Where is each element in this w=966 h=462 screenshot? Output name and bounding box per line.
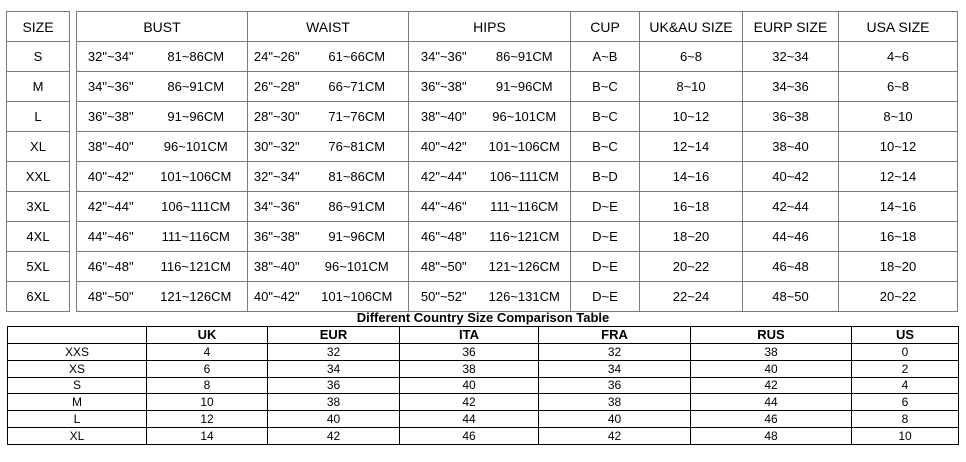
size-cell: M [7, 72, 70, 102]
hips-cm-cell: 101~106CM [479, 132, 571, 162]
comparison-value-cell: 36 [268, 377, 400, 394]
comparison-value-cell: 8 [852, 411, 959, 428]
eurp-size-cell: 38~40 [743, 132, 839, 162]
usa-size-cell: 4~6 [839, 42, 958, 72]
header-bust: BUST [77, 12, 248, 42]
comparison-row [8, 428, 959, 445]
usa-size-cell: 20~22 [839, 282, 958, 312]
bust-cm-cell: 81~86CM [145, 42, 248, 72]
bust-cm-cell: 116~121CM [145, 252, 248, 282]
uk-au-size-cell: 8~10 [640, 72, 743, 102]
waist-cm-cell: 61~66CM [306, 42, 409, 72]
comparison-value-cell: 42 [268, 428, 400, 445]
usa-size-cell: 16~18 [839, 222, 958, 252]
usa-size-cell: 14~16 [839, 192, 958, 222]
cup-cell: A~B [571, 42, 640, 72]
comparison-value-cell: 38 [400, 360, 539, 377]
bust-cm-cell: 86~91CM [145, 72, 248, 102]
bust-cm-cell: 101~106CM [145, 162, 248, 192]
size-cell: 6XL [7, 282, 70, 312]
size-chart-header-row [7, 12, 958, 42]
waist-inch-cell: 28"~30" [248, 102, 306, 132]
comparison-row [8, 411, 959, 428]
comparison-value-cell: 12 [147, 411, 268, 428]
hips-inch-cell: 38"~40" [409, 102, 479, 132]
eurp-size-cell: 34~36 [743, 72, 839, 102]
uk-au-size-cell: 6~8 [640, 42, 743, 72]
comparison-value-cell: 6 [852, 394, 959, 411]
comparison-value-cell: 36 [400, 343, 539, 360]
eurp-size-cell: 48~50 [743, 282, 839, 312]
size-cell: 4XL [7, 222, 70, 252]
usa-size-cell: 8~10 [839, 102, 958, 132]
header-cup: CUP [571, 12, 640, 42]
comparison-value-cell: 36 [539, 377, 691, 394]
hips-cm-cell: 91~96CM [479, 72, 571, 102]
column-gap [70, 282, 77, 312]
bust-inch-cell: 40"~42" [77, 162, 145, 192]
eurp-size-cell: 44~46 [743, 222, 839, 252]
comparison-value-cell: 40 [400, 377, 539, 394]
cup-cell: D~E [571, 252, 640, 282]
header-waist: WAIST [248, 12, 409, 42]
comparison-table-title: Different Country Size Comparison Table [356, 310, 610, 325]
cup-cell: B~C [571, 102, 640, 132]
column-gap [70, 252, 77, 282]
comparison-value-cell: 32 [268, 343, 400, 360]
header-uk-au-size: UK&AU SIZE [640, 12, 743, 42]
waist-inch-cell: 30"~32" [248, 132, 306, 162]
column-gap [70, 72, 77, 102]
comparison-row [8, 343, 959, 360]
eurp-size-cell: 40~42 [743, 162, 839, 192]
cup-cell: B~C [571, 132, 640, 162]
size-chart-row [7, 252, 958, 282]
waist-cm-cell: 101~106CM [306, 282, 409, 312]
cup-cell: B~C [571, 72, 640, 102]
waist-inch-cell: 36"~38" [248, 222, 306, 252]
size-cell: 3XL [7, 192, 70, 222]
waist-inch-cell: 24"~26" [248, 42, 306, 72]
size-chart-row [7, 42, 958, 72]
bust-cm-cell: 96~101CM [145, 132, 248, 162]
size-chart-row [7, 162, 958, 192]
comparison-value-cell: 38 [539, 394, 691, 411]
comparison-value-cell: 42 [691, 377, 852, 394]
size-chart-row [7, 222, 958, 252]
waist-cm-cell: 71~76CM [306, 102, 409, 132]
comparison-value-cell: 10 [147, 394, 268, 411]
hips-cm-cell: 121~126CM [479, 252, 571, 282]
bust-cm-cell: 106~111CM [145, 192, 248, 222]
header-size: SIZE [7, 12, 70, 42]
bust-inch-cell: 48"~50" [77, 282, 145, 312]
comparison-size-label: M [8, 394, 147, 411]
column-gap [70, 42, 77, 72]
comparison-size-label: XL [8, 428, 147, 445]
hips-inch-cell: 36"~38" [409, 72, 479, 102]
waist-cm-cell: 76~81CM [306, 132, 409, 162]
cup-cell: B~D [571, 162, 640, 192]
comparison-header-cell: ITA [400, 327, 539, 344]
comparison-value-cell: 42 [400, 394, 539, 411]
uk-au-size-cell: 20~22 [640, 252, 743, 282]
comparison-header-cell: UK [147, 327, 268, 344]
bust-inch-cell: 38"~40" [77, 132, 145, 162]
comparison-value-cell: 44 [400, 411, 539, 428]
waist-cm-cell: 96~101CM [306, 252, 409, 282]
cup-cell: D~E [571, 192, 640, 222]
waist-cm-cell: 81~86CM [306, 162, 409, 192]
hips-inch-cell: 40"~42" [409, 132, 479, 162]
comparison-corner-cell [8, 327, 147, 344]
comparison-header-cell: RUS [691, 327, 852, 344]
eurp-size-cell: 46~48 [743, 252, 839, 282]
eurp-size-cell: 32~34 [743, 42, 839, 72]
uk-au-size-cell: 10~12 [640, 102, 743, 132]
comparison-value-cell: 8 [147, 377, 268, 394]
comparison-header-cell: EUR [268, 327, 400, 344]
bust-inch-cell: 32"~34" [77, 42, 145, 72]
size-cell: L [7, 102, 70, 132]
waist-inch-cell: 40"~42" [248, 282, 306, 312]
comparison-header-cell: FRA [539, 327, 691, 344]
uk-au-size-cell: 12~14 [640, 132, 743, 162]
size-chart-row [7, 102, 958, 132]
size-chart-row [7, 132, 958, 162]
bust-inch-cell: 36"~38" [77, 102, 145, 132]
usa-size-cell: 12~14 [839, 162, 958, 192]
comparison-size-label: XS [8, 360, 147, 377]
comparison-size-label: XXS [8, 343, 147, 360]
comparison-value-cell: 0 [852, 343, 959, 360]
column-gap [70, 132, 77, 162]
hips-cm-cell: 111~116CM [479, 192, 571, 222]
hips-inch-cell: 34"~36" [409, 42, 479, 72]
hips-cm-cell: 96~101CM [479, 102, 571, 132]
comparison-value-cell: 38 [691, 343, 852, 360]
hips-cm-cell: 86~91CM [479, 42, 571, 72]
column-gap [70, 162, 77, 192]
header-usa-size: USA SIZE [839, 12, 958, 42]
comparison-value-cell: 4 [147, 343, 268, 360]
comparison-value-cell: 46 [400, 428, 539, 445]
size-chart-row [7, 192, 958, 222]
hips-cm-cell: 126~131CM [479, 282, 571, 312]
waist-inch-cell: 38"~40" [248, 252, 306, 282]
waist-cm-cell: 86~91CM [306, 192, 409, 222]
comparison-value-cell: 2 [852, 360, 959, 377]
uk-au-size-cell: 16~18 [640, 192, 743, 222]
comparison-value-cell: 46 [691, 411, 852, 428]
uk-au-size-cell: 22~24 [640, 282, 743, 312]
hips-cm-cell: 106~111CM [479, 162, 571, 192]
size-cell: 5XL [7, 252, 70, 282]
usa-size-cell: 6~8 [839, 72, 958, 102]
size-cell: S [7, 42, 70, 72]
comparison-row [8, 360, 959, 377]
comparison-value-cell: 40 [268, 411, 400, 428]
bust-inch-cell: 44"~46" [77, 222, 145, 252]
comparison-header-cell: US [852, 327, 959, 344]
bust-cm-cell: 111~116CM [145, 222, 248, 252]
eurp-size-cell: 36~38 [743, 102, 839, 132]
comparison-row [8, 394, 959, 411]
comparison-value-cell: 48 [691, 428, 852, 445]
comparison-value-cell: 14 [147, 428, 268, 445]
comparison-value-cell: 6 [147, 360, 268, 377]
comparison-value-cell: 40 [539, 411, 691, 428]
usa-size-cell: 18~20 [839, 252, 958, 282]
bust-cm-cell: 91~96CM [145, 102, 248, 132]
hips-inch-cell: 50"~52" [409, 282, 479, 312]
comparison-row [8, 377, 959, 394]
cup-cell: D~E [571, 222, 640, 252]
size-chart-table [6, 11, 958, 312]
usa-size-cell: 10~12 [839, 132, 958, 162]
comparison-value-cell: 32 [539, 343, 691, 360]
comparison-value-cell: 10 [852, 428, 959, 445]
cup-cell: D~E [571, 282, 640, 312]
size-chart-row [7, 282, 958, 312]
bust-inch-cell: 46"~48" [77, 252, 145, 282]
column-gap [70, 102, 77, 132]
waist-cm-cell: 91~96CM [306, 222, 409, 252]
eurp-size-cell: 42~44 [743, 192, 839, 222]
comparison-value-cell: 4 [852, 377, 959, 394]
hips-inch-cell: 44"~46" [409, 192, 479, 222]
hips-inch-cell: 48"~50" [409, 252, 479, 282]
header-hips: HIPS [409, 12, 571, 42]
bust-cm-cell: 121~126CM [145, 282, 248, 312]
size-cell: XL [7, 132, 70, 162]
comparison-value-cell: 44 [691, 394, 852, 411]
bust-inch-cell: 34"~36" [77, 72, 145, 102]
bust-inch-cell: 42"~44" [77, 192, 145, 222]
comparison-value-cell: 34 [539, 360, 691, 377]
hips-cm-cell: 116~121CM [479, 222, 571, 252]
header-eurp-size: EURP SIZE [743, 12, 839, 42]
waist-inch-cell: 34"~36" [248, 192, 306, 222]
comparison-size-label: L [8, 411, 147, 428]
hips-inch-cell: 46"~48" [409, 222, 479, 252]
waist-cm-cell: 66~71CM [306, 72, 409, 102]
country-size-comparison-table [7, 326, 959, 445]
waist-inch-cell: 26"~28" [248, 72, 306, 102]
hips-inch-cell: 42"~44" [409, 162, 479, 192]
comparison-value-cell: 42 [539, 428, 691, 445]
column-gap [70, 12, 77, 42]
comparison-header-row [8, 327, 959, 344]
uk-au-size-cell: 18~20 [640, 222, 743, 252]
uk-au-size-cell: 14~16 [640, 162, 743, 192]
waist-inch-cell: 32"~34" [248, 162, 306, 192]
column-gap [70, 192, 77, 222]
size-cell: XXL [7, 162, 70, 192]
comparison-value-cell: 38 [268, 394, 400, 411]
size-chart-row [7, 72, 958, 102]
comparison-value-cell: 34 [268, 360, 400, 377]
comparison-value-cell: 40 [691, 360, 852, 377]
comparison-size-label: S [8, 377, 147, 394]
column-gap [70, 222, 77, 252]
